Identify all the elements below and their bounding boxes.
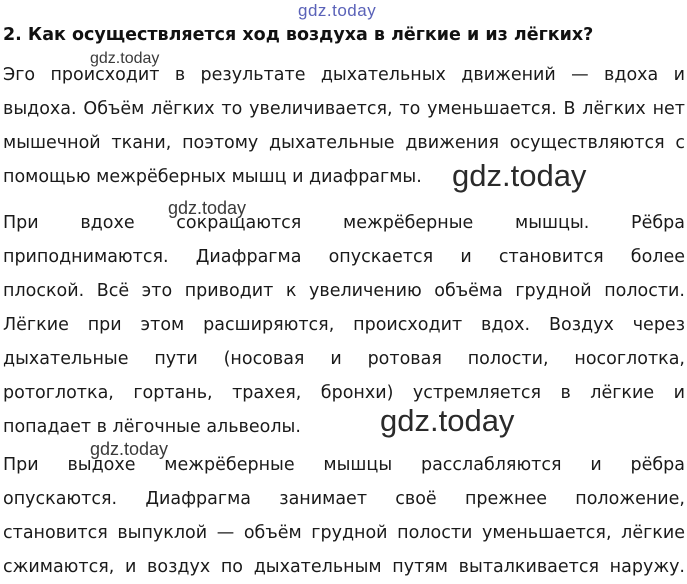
text-line: выдоха. Объём лёгких то увеличивается, то уменьшается. В лёгких нет bbox=[3, 99, 685, 119]
paragraph-2 bbox=[3, 206, 685, 444]
text-line: сжимаются, и воздух по дыхательным путям выталкивается наружу. bbox=[3, 557, 685, 577]
watermark-top: gdz.today bbox=[298, 1, 377, 20]
text-line: дыхательные пути (носовая и ротовая полости, носоглотка, bbox=[3, 349, 685, 369]
watermark-large: gdz.today bbox=[380, 403, 515, 438]
watermark-small: gdz.today bbox=[90, 439, 169, 459]
text-line: При выдохе межрёберные мышцы расслабляются и рёбра bbox=[3, 455, 685, 475]
text-line: Эго происходит в результате дыхательных движений — вдоха и bbox=[3, 65, 685, 85]
text-line: мышечной ткани, поэтому дыхательные движения осуществляются с bbox=[3, 133, 685, 153]
question-heading: 2. Как осуществляется ход воздуха в лёгкие и из лёгких? bbox=[3, 25, 594, 45]
text-line: опускаются. Диафрагма занимает своё прежнее положение, bbox=[3, 489, 685, 509]
text-line: помощью межрёберных мышц и диафрагмы. bbox=[3, 167, 422, 187]
text-line: приподнимаются. Диафрагма опускается и становится более bbox=[3, 247, 685, 267]
text-line: При вдохе сокращаются межрёберные мышцы. Рёбра bbox=[3, 213, 685, 233]
text-line: ротоглотка, гортань, трахея, бронхи) устремляется в лёгкие и bbox=[3, 383, 685, 403]
text-line: попадает в лёгочные альвеолы. bbox=[3, 417, 301, 437]
text-line: Лёгкие при этом расширяются, происходит вдох. Воздух через bbox=[3, 315, 685, 335]
watermark-small: gdz.today bbox=[168, 198, 247, 218]
watermark-large: gdz.today bbox=[452, 158, 587, 193]
watermark-small: gdz.today bbox=[90, 50, 160, 67]
text-line: плоской. Всё это приводит к увеличению объёма грудной полости. bbox=[3, 281, 685, 301]
text-line: становится выпуклой — объём грудной полости уменьшается, лёгкие bbox=[3, 523, 685, 543]
paragraph-3 bbox=[3, 448, 685, 584]
